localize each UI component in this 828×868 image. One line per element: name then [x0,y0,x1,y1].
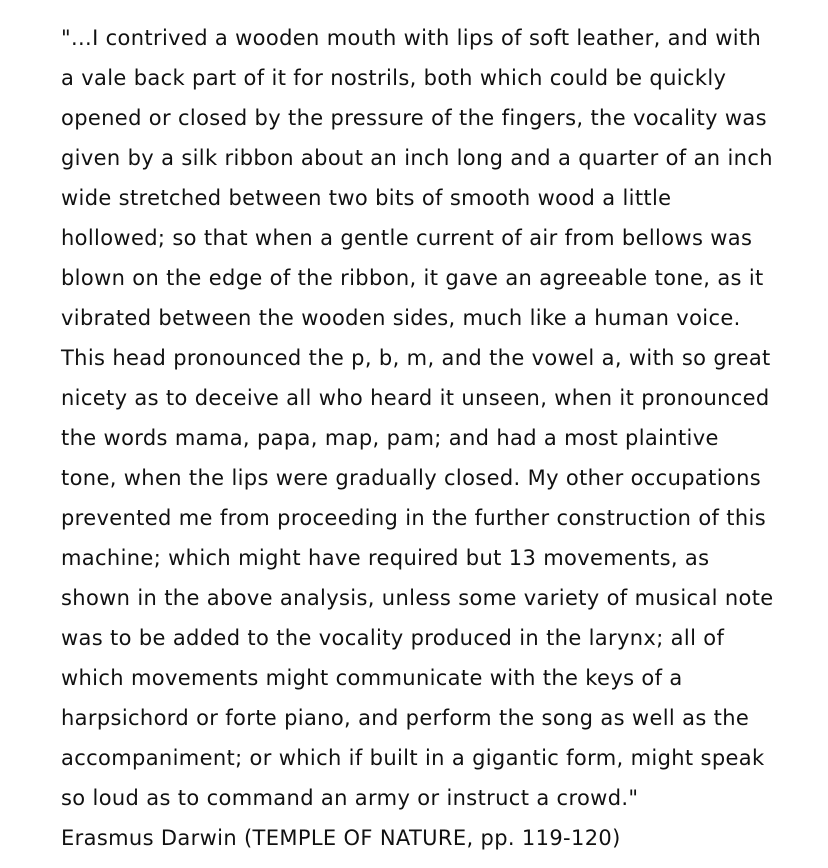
quote-line: was to be added to the vocality produced in the larynx; all of [61,626,725,650]
quote-line: given by a silk ribbon about an inch long and a quarter of an inch [61,146,773,170]
quote-line: so loud as to command an army or instruct a crowd." [61,786,639,810]
quote-line: opened or closed by the pressure of the fingers, the vocality was [61,106,767,130]
attribution: Erasmus Darwin (TEMPLE OF NATURE, pp. 119-120) [61,826,621,850]
quote-line: "...I contrived a wooden mouth with lips of soft leather, and with [61,26,762,50]
quote-line: shown in the above analysis, unless some variety of musical note [61,586,774,610]
quote-line: accompaniment; or which if built in a gigantic form, might speak [61,746,765,770]
quote-line: vibrated between the wooden sides, much like a human voice. [61,306,741,330]
quote-line: the words mama, papa, map, pam; and had a most plaintive [61,426,719,450]
quote-line: nicety as to deceive all who heard it unseen, when it pronounced [61,386,770,410]
quote-line: which movements might communicate with the keys of a [61,666,683,690]
quote-line: tone, when the lips were gradually closed. My other occupations [61,466,762,490]
quote-line: prevented me from proceeding in the further construction of this [61,506,767,530]
quote-line: wide stretched between two bits of smooth wood a little [61,186,672,210]
quote-line: harpsichord or forte piano, and perform the song as well as the [61,706,750,730]
quote-line: blown on the edge of the ribbon, it gave an agreeable tone, as it [61,266,764,290]
quote-line: machine; which might have required but 13 movements, as [61,546,710,570]
quote-block [61,18,811,818]
document-page [61,18,811,858]
quote-line: This head pronounced the p, b, m, and the vowel a, with so great [61,346,771,370]
quote-line: hollowed; so that when a gentle current of air from bellows was [61,226,753,250]
quote-line: a vale back part of it for nostrils, both which could be quickly [61,66,727,90]
